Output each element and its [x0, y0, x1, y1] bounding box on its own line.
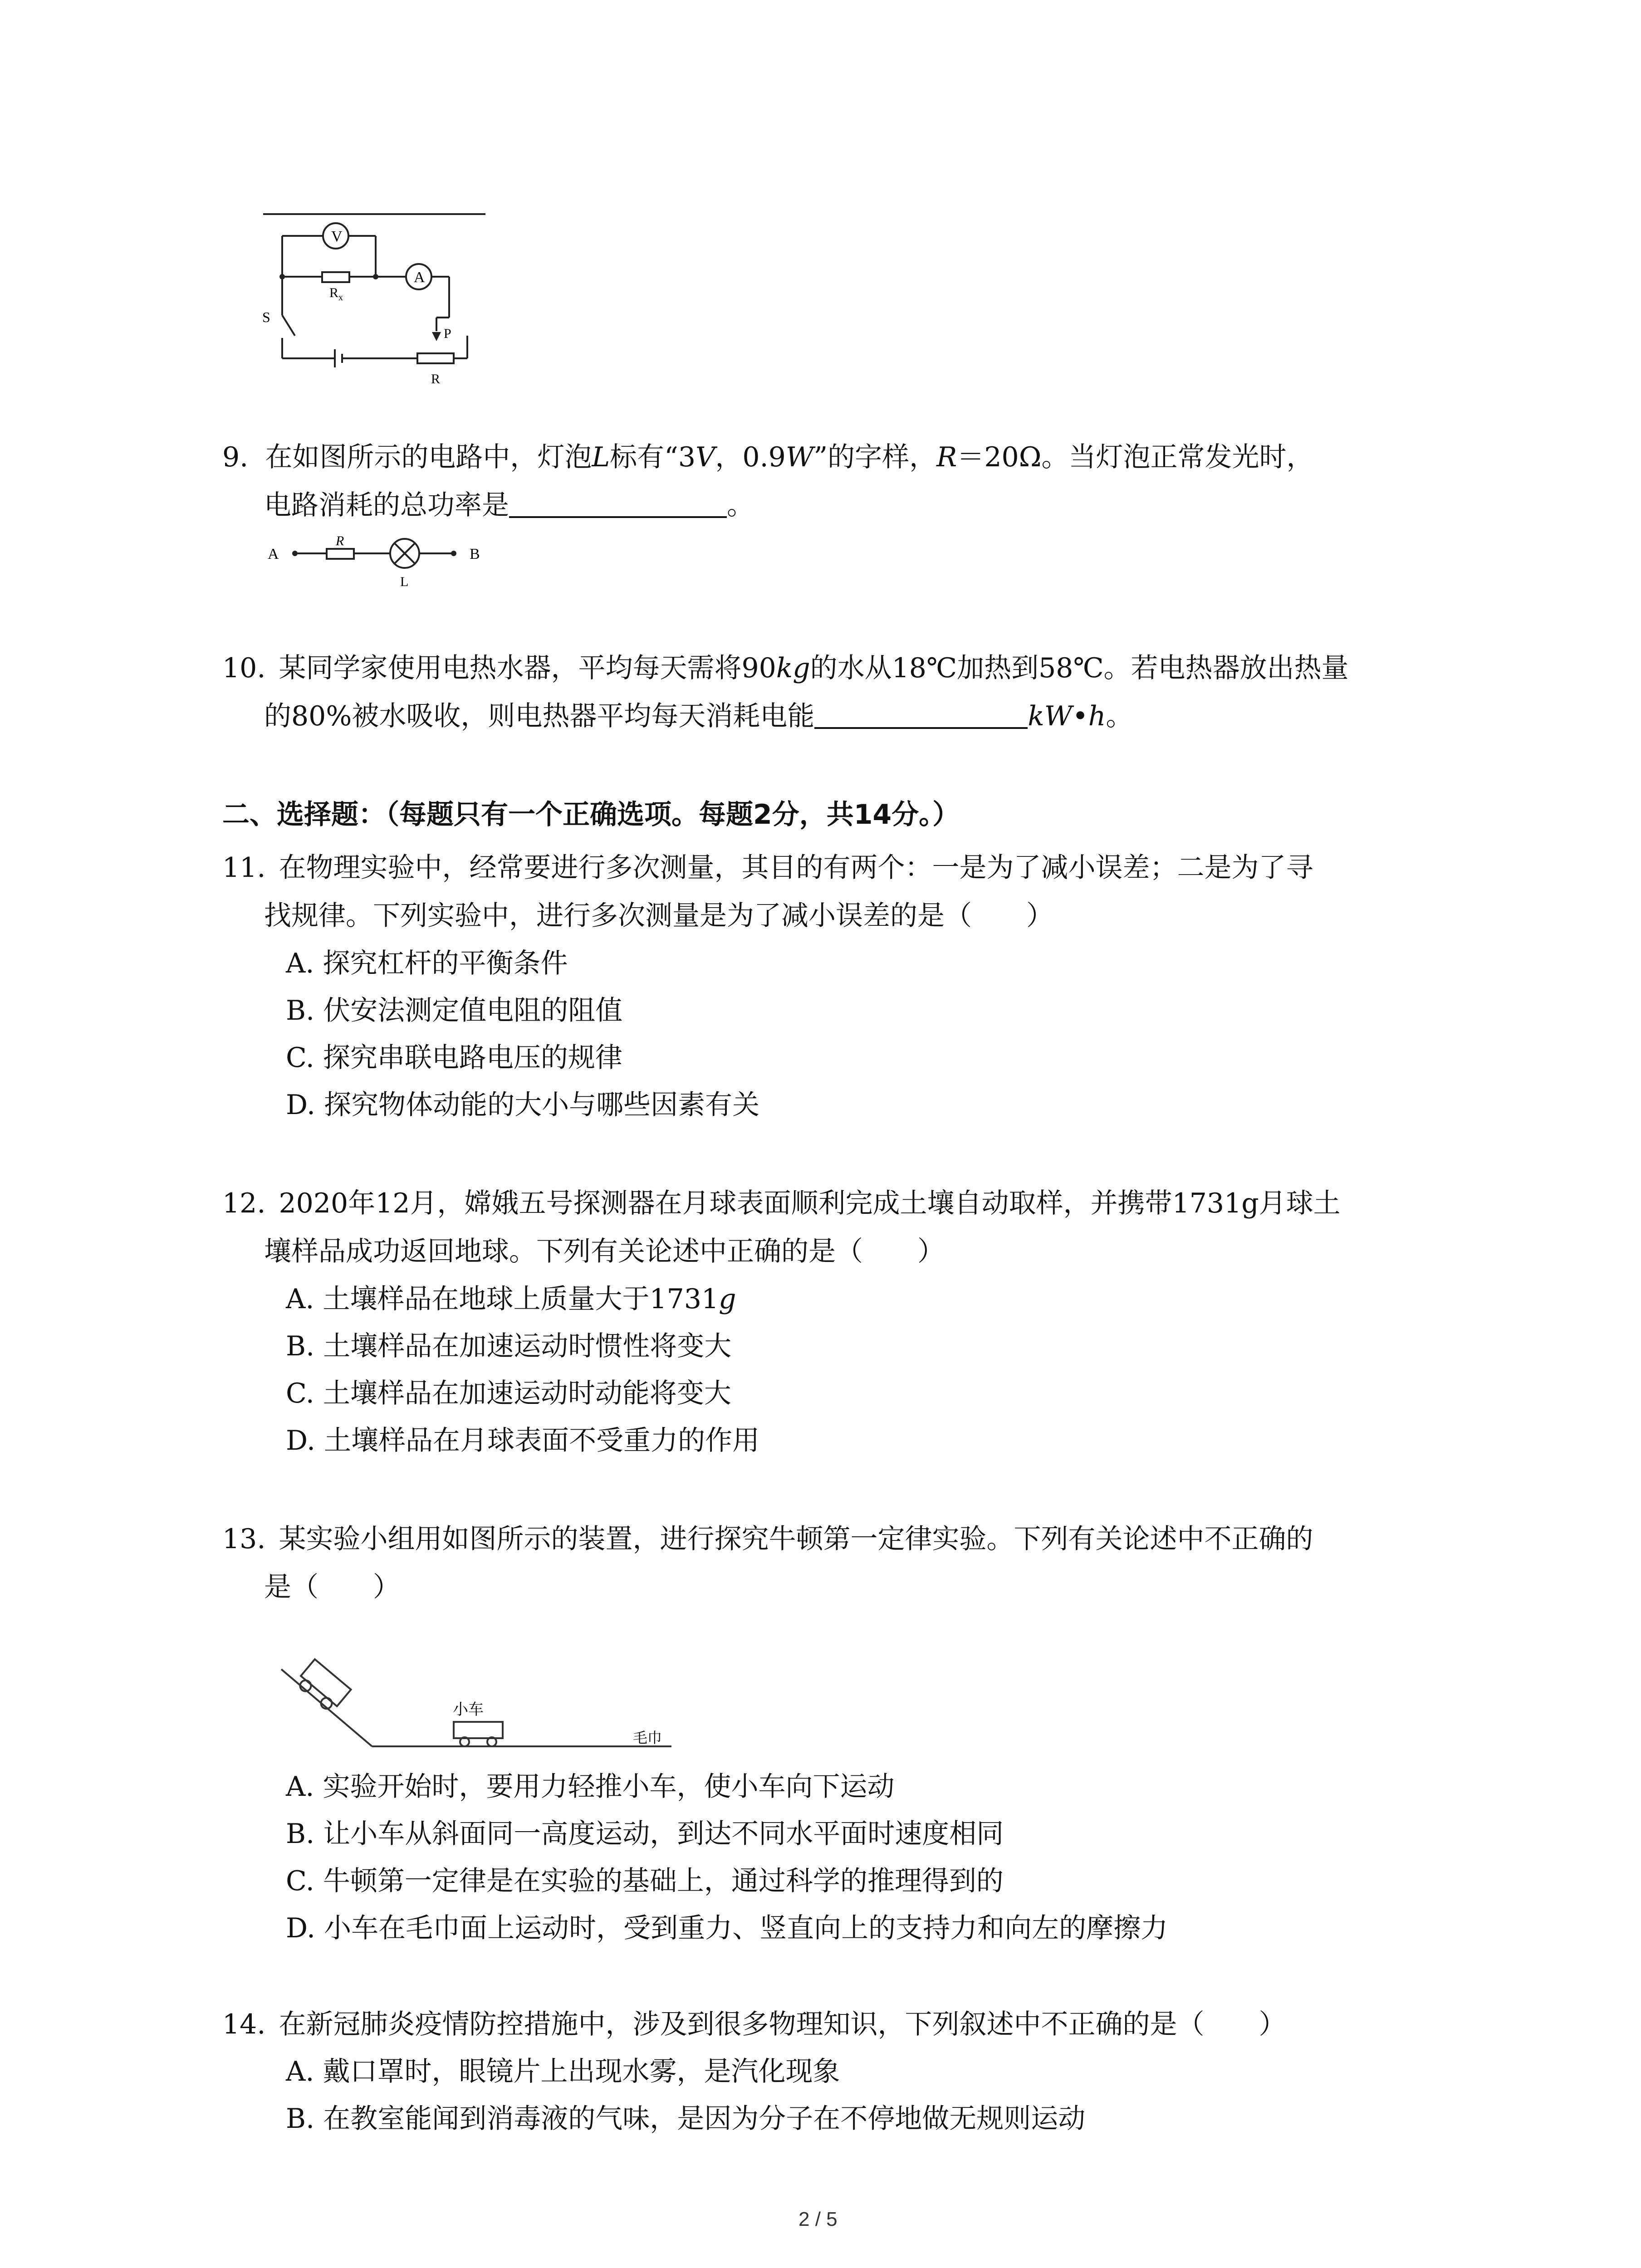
- question-11: [222, 844, 1456, 940]
- unit-w: W: [785, 441, 814, 473]
- option-d[interactable]: D. 小车在毛巾面上运动时，受到重力、竖直向上的支持力和向左的摩擦力: [286, 1912, 1168, 1944]
- terminal-a-label: A: [268, 546, 279, 562]
- option-b[interactable]: B. 土壤样品在加速运动时惯性将变大: [286, 1330, 732, 1362]
- question-number: 13.: [222, 1523, 266, 1555]
- option-a[interactable]: A. 戴口罩时，眼镜片上出现水雾，是汽化现象: [286, 2056, 840, 2087]
- option-d[interactable]: D. 探究物体动能的大小与哪些因素有关: [286, 1089, 760, 1121]
- question-14-line1: [222, 2000, 1456, 2048]
- var-r: R: [936, 441, 957, 473]
- question-text: 某实验小组用如图所示的装置，进行探究牛顿第一定律实验。下列有关论述中不正确的: [279, 1523, 1313, 1555]
- question-13-line2: 是（ ）: [264, 1571, 400, 1603]
- option-d[interactable]: D. 土壤样品在月球表面不受重力的作用: [286, 1425, 760, 1457]
- question-number: 14.: [222, 2009, 266, 2040]
- question-text: 某同学家使用电热水器，平均每天需将90: [279, 652, 776, 684]
- question-text: 在如图所示的电路中，灯泡: [265, 441, 592, 473]
- option-c[interactable]: C. 探究串联电路电压的规律: [286, 1042, 622, 1074]
- question-12-line2: 壤样品成功返回地球。下列有关论述中正确的是（ ）: [264, 1236, 945, 1267]
- circuit-diagram-r-l: [263, 535, 517, 594]
- unit-g: g: [719, 1283, 736, 1315]
- question-11-options: [286, 940, 759, 1129]
- question-9-line2: [222, 481, 1447, 529]
- ammeter-label: A: [414, 269, 425, 286]
- question-number: 12.: [222, 1188, 266, 1219]
- question-text: 2020年12月，嫦娥五号探测器在月球表面顺利完成土壤自动取样，并携带1731: [279, 1188, 1242, 1219]
- value: 3: [678, 441, 696, 473]
- slider-label: P: [444, 326, 451, 341]
- option-b[interactable]: B. 在教室能闻到消毒液的气味，是因为分子在不停地做无规则运动: [286, 2103, 1086, 2135]
- question-11-line1: [222, 844, 1456, 892]
- question-10-line2: [222, 692, 1456, 740]
- option-c[interactable]: C. 土壤样品在加速运动时动能将变大: [286, 1378, 731, 1409]
- question-text: ＝20Ω。当灯泡正常发光时，: [957, 441, 1314, 473]
- question-13-line1: [222, 1515, 1456, 1563]
- voltmeter-label: V: [331, 228, 343, 245]
- question-text: 在新冠肺炎疫情防控措施中，涉及到很多物理知识，下列叙述中不正确的是（ ）: [279, 2009, 1286, 2040]
- question-number: 10.: [222, 652, 266, 684]
- question-text: 标有“: [610, 441, 678, 473]
- option-b[interactable]: B. 伏安法测定值电阻的阻值: [286, 995, 623, 1026]
- circuit-diagram-voltmeter-ammeter: [254, 200, 499, 390]
- towel-label: 毛巾: [633, 1729, 662, 1746]
- question-text: 月球土: [1259, 1188, 1341, 1219]
- question-text: 的水从18℃加热到58℃。若电热器放出热量: [810, 652, 1349, 684]
- option-a[interactable]: [286, 1276, 759, 1323]
- option-b[interactable]: B. 让小车从斜面同一高度运动，到达不同水平面时速度相同: [286, 1818, 1004, 1850]
- question-12-options: [286, 1276, 759, 1464]
- circuit-diagram-rl-svg: [263, 535, 517, 594]
- rheostat-label: R: [431, 371, 441, 386]
- question-text: ，0.9: [715, 441, 786, 473]
- question-14-options: [286, 2048, 1085, 2142]
- page-number: 2 / 5: [798, 2208, 838, 2230]
- rx-label: R: [329, 285, 339, 300]
- question-text: 在物理实验中，经常要进行多次测量，其目的有两个：一是为了减小误差；二是为了寻: [279, 852, 1313, 884]
- question-12-line1: [222, 1179, 1456, 1227]
- question-text: 。: [1106, 700, 1133, 732]
- rx-subscript: x: [338, 293, 343, 303]
- var-l: L: [592, 441, 610, 473]
- question-text: 电路消耗的总功率是: [264, 489, 509, 521]
- question-text: ”的字样，: [813, 441, 937, 473]
- incline-cart-diagram: [272, 1642, 690, 1778]
- option-a[interactable]: A. 实验开始时，要用力轻推小车，使小车向下运动: [286, 1771, 895, 1803]
- answer-blank[interactable]: [814, 700, 1028, 729]
- question-9-line1: [222, 433, 1447, 481]
- question-10-line1: [222, 644, 1456, 692]
- switch-label: S: [262, 309, 270, 325]
- incline-diagram-svg: [272, 1642, 690, 1778]
- question-12: [222, 1179, 1456, 1276]
- question-text: 。: [727, 489, 754, 521]
- question-10: [222, 644, 1456, 740]
- question-13-options: [286, 1763, 1168, 1952]
- circuit-diagram-svg: [254, 200, 499, 390]
- cart-label: 小车: [453, 1701, 484, 1719]
- option-a[interactable]: A. 探究杠杆的平衡条件: [286, 948, 568, 979]
- answer-blank[interactable]: [509, 489, 727, 518]
- question-13: [222, 1515, 1456, 1611]
- lamp-label: L: [400, 574, 409, 589]
- unit-kwh: kW•h: [1028, 700, 1106, 732]
- question-14: [222, 2000, 1456, 2048]
- resistor-label: R: [336, 535, 344, 548]
- question-text: 的80%被水吸收，则电热器平均每天消耗电能: [264, 700, 815, 732]
- question-11-line2: 找规律。下列实验中，进行多次测量是为了减小误差的是（ ）: [264, 900, 1053, 932]
- option-text: A. 土壤样品在地球上质量大于1731: [286, 1283, 719, 1315]
- terminal-b-label: B: [470, 546, 480, 562]
- section-heading: 二、选择题：（每题只有一个正确选项。每题2分，共14分。）: [222, 799, 960, 831]
- unit-v: V: [696, 441, 715, 473]
- question-9: [222, 433, 1447, 529]
- question-number: 9.: [222, 441, 249, 473]
- question-number: 11.: [222, 852, 266, 884]
- unit-g: g: [1241, 1188, 1259, 1219]
- unit-kg: kg: [776, 652, 810, 684]
- option-c[interactable]: C. 牛顿第一定律是在实验的基础上，通过科学的推理得到的: [286, 1865, 1004, 1897]
